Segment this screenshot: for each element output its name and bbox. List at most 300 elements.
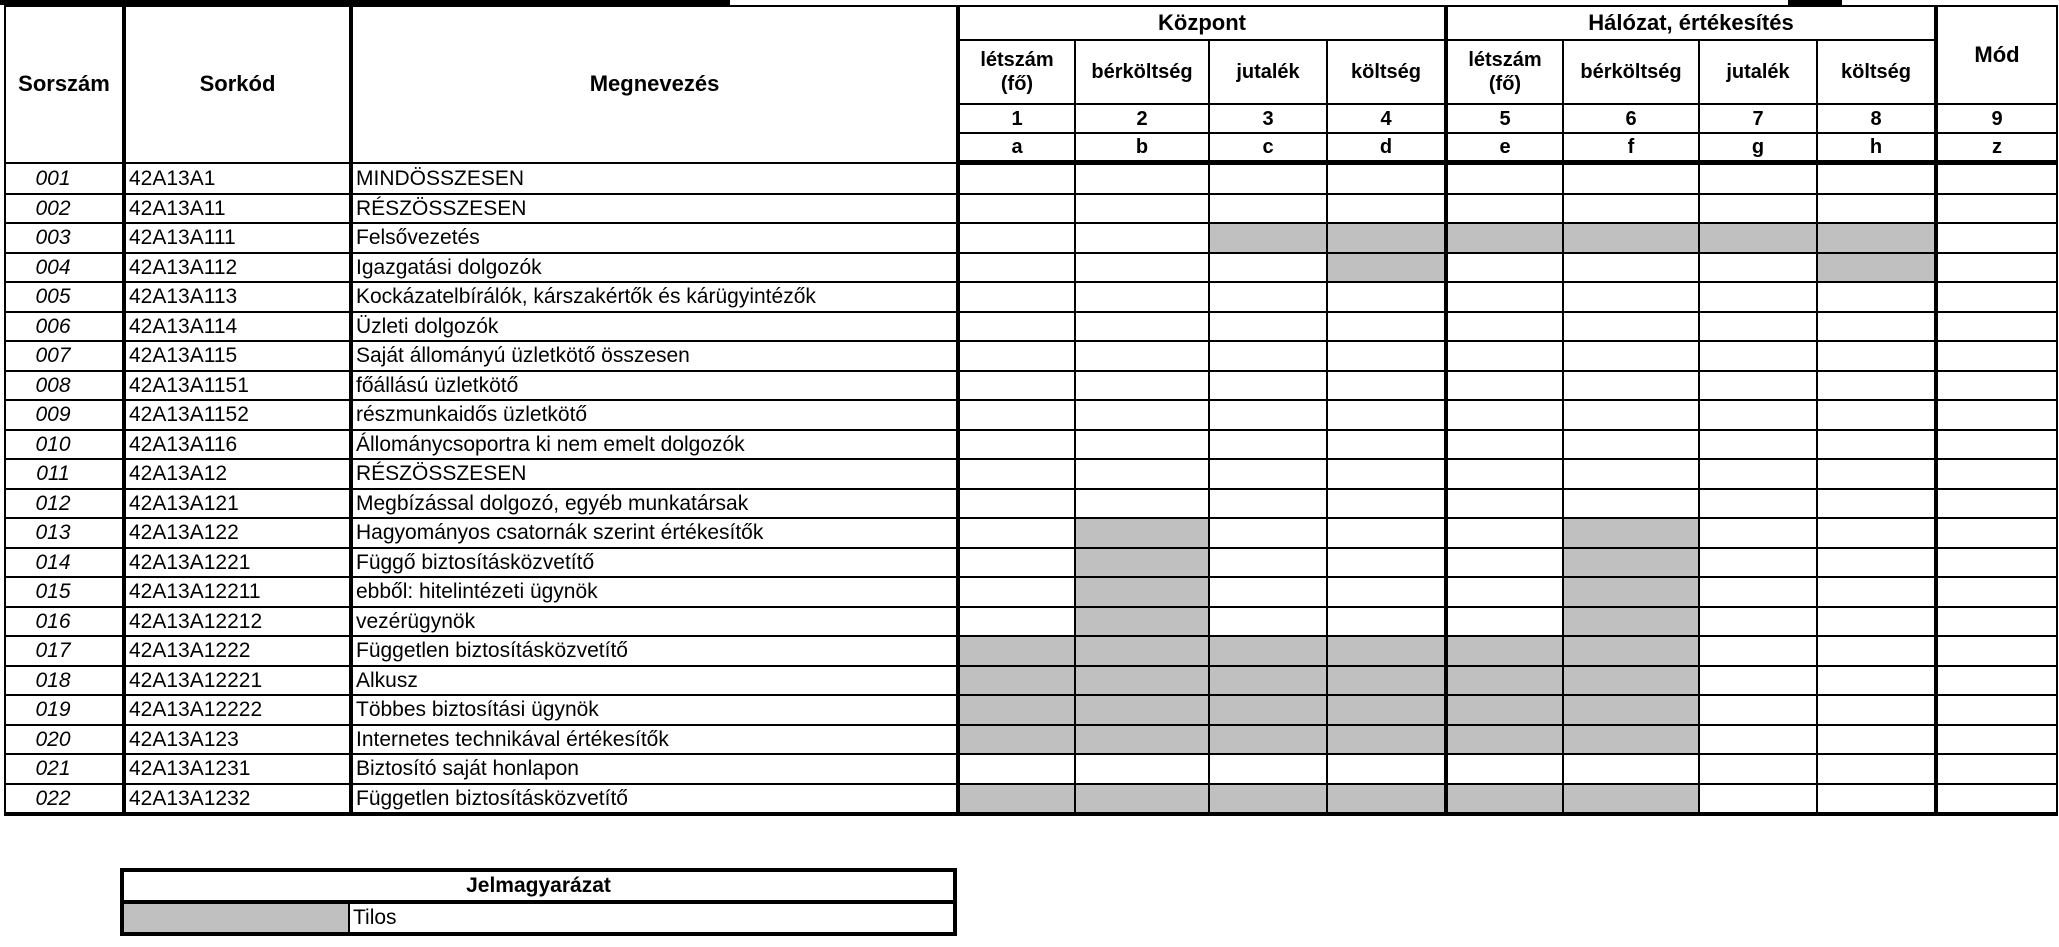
input-cell[interactable] bbox=[1563, 489, 1699, 519]
input-cell[interactable] bbox=[1699, 430, 1817, 460]
input-cell[interactable] bbox=[1699, 341, 1817, 371]
input-cell[interactable] bbox=[1209, 194, 1327, 224]
input-cell[interactable] bbox=[1209, 341, 1327, 371]
input-cell[interactable] bbox=[1327, 754, 1446, 784]
input-cell[interactable] bbox=[1075, 489, 1209, 519]
row-megnevezes: RÉSZÖSSZESEN bbox=[351, 459, 958, 489]
table-row bbox=[5, 371, 2057, 401]
column-letter-5: e bbox=[1446, 133, 1563, 163]
input-cell[interactable] bbox=[1936, 725, 2057, 755]
input-cell[interactable] bbox=[1563, 163, 1699, 194]
input-cell[interactable] bbox=[1209, 754, 1327, 784]
column-letter-9: z bbox=[1936, 133, 2057, 163]
forbidden-cell bbox=[1446, 784, 1563, 815]
input-cell[interactable] bbox=[1936, 784, 2057, 815]
column-letter-4: d bbox=[1327, 133, 1446, 163]
table-row bbox=[5, 400, 2057, 430]
input-cell[interactable] bbox=[1817, 282, 1936, 312]
input-cell[interactable] bbox=[1699, 282, 1817, 312]
row-megnevezes: Hagyományos csatornák szerint értékesítők bbox=[351, 518, 958, 548]
input-cell[interactable] bbox=[1699, 400, 1817, 430]
input-cell[interactable] bbox=[1075, 341, 1209, 371]
input-cell[interactable] bbox=[1817, 341, 1936, 371]
input-cell[interactable] bbox=[1446, 371, 1563, 401]
row-megnevezes: Üzleti dolgozók bbox=[351, 312, 958, 342]
input-cell[interactable] bbox=[1327, 341, 1446, 371]
row-sorkod: 42A13A122 bbox=[124, 518, 351, 548]
row-sorszam: 013 bbox=[5, 518, 124, 548]
input-cell[interactable] bbox=[1075, 312, 1209, 342]
row-megnevezes: ebből: hitelintézeti ügynök bbox=[351, 577, 958, 607]
forbidden-cell bbox=[1075, 666, 1209, 696]
input-cell[interactable] bbox=[958, 223, 1075, 253]
header-kozpont: Központ bbox=[958, 6, 1446, 40]
forbidden-cell bbox=[1327, 223, 1446, 253]
table-row bbox=[5, 725, 2057, 755]
input-cell[interactable] bbox=[1817, 489, 1936, 519]
input-cell[interactable] bbox=[1817, 636, 1936, 666]
forbidden-cell bbox=[1327, 253, 1446, 283]
input-cell[interactable] bbox=[1936, 666, 2057, 696]
column-number-2: 2 bbox=[1075, 104, 1209, 133]
header-megnevezes: Megnevezés bbox=[351, 6, 958, 163]
row-sorszam: 001 bbox=[5, 163, 124, 194]
forbidden-cell bbox=[1327, 695, 1446, 725]
row-sorszam: 004 bbox=[5, 253, 124, 283]
input-cell[interactable] bbox=[1075, 253, 1209, 283]
forbidden-cell bbox=[1446, 666, 1563, 696]
table-row bbox=[5, 754, 2057, 784]
row-sorkod: 42A13A116 bbox=[124, 430, 351, 460]
input-cell[interactable] bbox=[1699, 725, 1817, 755]
input-cell[interactable] bbox=[1699, 548, 1817, 578]
forbidden-cell bbox=[1075, 607, 1209, 637]
input-cell[interactable] bbox=[1936, 223, 2057, 253]
input-cell[interactable] bbox=[1563, 371, 1699, 401]
forbidden-cell bbox=[1563, 725, 1699, 755]
input-cell[interactable] bbox=[1699, 459, 1817, 489]
row-megnevezes: MINDÖSSZESEN bbox=[351, 163, 958, 194]
input-cell[interactable] bbox=[1936, 459, 2057, 489]
table-row bbox=[5, 163, 2057, 194]
input-cell[interactable] bbox=[1446, 459, 1563, 489]
input-cell[interactable] bbox=[1327, 607, 1446, 637]
forbidden-cell bbox=[1699, 223, 1817, 253]
input-cell[interactable] bbox=[958, 341, 1075, 371]
input-cell[interactable] bbox=[1446, 163, 1563, 194]
row-megnevezes: Saját állományú üzletkötő összesen bbox=[351, 341, 958, 371]
input-cell[interactable] bbox=[1936, 194, 2057, 224]
row-megnevezes: Megbízással dolgozó, egyéb munkatársak bbox=[351, 489, 958, 519]
input-cell[interactable] bbox=[1817, 725, 1936, 755]
input-cell[interactable] bbox=[1209, 459, 1327, 489]
legend-title: Jelmagyarázat bbox=[122, 870, 955, 902]
forbidden-cell bbox=[958, 666, 1075, 696]
legend-table bbox=[120, 868, 957, 936]
forbidden-cell bbox=[958, 725, 1075, 755]
input-cell[interactable] bbox=[958, 312, 1075, 342]
input-cell[interactable] bbox=[1699, 253, 1817, 283]
forbidden-cell bbox=[1209, 725, 1327, 755]
row-sorkod: 42A13A12211 bbox=[124, 577, 351, 607]
forbidden-cell bbox=[1563, 577, 1699, 607]
input-cell[interactable] bbox=[1327, 577, 1446, 607]
forbidden-cell bbox=[958, 784, 1075, 815]
input-cell[interactable] bbox=[958, 607, 1075, 637]
forbidden-cell bbox=[1563, 636, 1699, 666]
table-row bbox=[5, 666, 2057, 696]
input-cell[interactable] bbox=[1699, 518, 1817, 548]
input-cell[interactable] bbox=[1209, 518, 1327, 548]
forbidden-cell bbox=[1075, 636, 1209, 666]
row-sorszam: 005 bbox=[5, 282, 124, 312]
input-cell[interactable] bbox=[1817, 548, 1936, 578]
input-cell[interactable] bbox=[1327, 400, 1446, 430]
header-sorkod: Sorkód bbox=[124, 6, 351, 163]
input-cell[interactable] bbox=[1446, 489, 1563, 519]
forbidden-cell bbox=[1075, 725, 1209, 755]
row-megnevezes: Független biztosításközvetítő bbox=[351, 636, 958, 666]
data-table bbox=[4, 5, 2058, 816]
row-sorkod: 42A13A112 bbox=[124, 253, 351, 283]
input-cell[interactable] bbox=[1817, 666, 1936, 696]
column-number-1: 1 bbox=[958, 104, 1075, 133]
input-cell[interactable] bbox=[1936, 548, 2057, 578]
table-row bbox=[5, 784, 2057, 815]
input-cell[interactable] bbox=[1699, 312, 1817, 342]
column-header-8: költség bbox=[1817, 40, 1936, 104]
input-cell[interactable] bbox=[1446, 577, 1563, 607]
row-megnevezes: Felsővezetés bbox=[351, 223, 958, 253]
input-cell[interactable] bbox=[1327, 518, 1446, 548]
input-cell[interactable] bbox=[1936, 518, 2057, 548]
input-cell[interactable] bbox=[958, 430, 1075, 460]
row-sorszam: 016 bbox=[5, 607, 124, 637]
row-sorszam: 015 bbox=[5, 577, 124, 607]
header-halozat: Hálózat, értékesítés bbox=[1446, 6, 1936, 40]
input-cell[interactable] bbox=[1327, 163, 1446, 194]
forbidden-cell bbox=[1817, 223, 1936, 253]
input-cell[interactable] bbox=[1446, 548, 1563, 578]
input-cell[interactable] bbox=[958, 282, 1075, 312]
input-cell[interactable] bbox=[1446, 430, 1563, 460]
input-cell[interactable] bbox=[1327, 371, 1446, 401]
input-cell[interactable] bbox=[1699, 577, 1817, 607]
input-cell[interactable] bbox=[1075, 754, 1209, 784]
input-cell[interactable] bbox=[1563, 754, 1699, 784]
input-cell[interactable] bbox=[1446, 194, 1563, 224]
input-cell[interactable] bbox=[1936, 577, 2057, 607]
input-cell[interactable] bbox=[1075, 459, 1209, 489]
row-sorkod: 42A13A12212 bbox=[124, 607, 351, 637]
row-sorkod: 42A13A12221 bbox=[124, 666, 351, 696]
input-cell[interactable] bbox=[958, 163, 1075, 194]
input-cell[interactable] bbox=[1075, 371, 1209, 401]
row-megnevezes: Internetes technikával értékesítők bbox=[351, 725, 958, 755]
header-mod: Mód bbox=[1936, 6, 2057, 104]
forbidden-cell bbox=[1209, 666, 1327, 696]
input-cell[interactable] bbox=[1446, 518, 1563, 548]
forbidden-cell bbox=[1563, 784, 1699, 815]
row-sorszam: 021 bbox=[5, 754, 124, 784]
forbidden-cell bbox=[1075, 577, 1209, 607]
input-cell[interactable] bbox=[1699, 371, 1817, 401]
forbidden-cell bbox=[1563, 607, 1699, 637]
input-cell[interactable] bbox=[1817, 371, 1936, 401]
column-number-6: 6 bbox=[1563, 104, 1699, 133]
row-sorszam: 003 bbox=[5, 223, 124, 253]
input-cell[interactable] bbox=[1699, 754, 1817, 784]
input-cell[interactable] bbox=[1075, 282, 1209, 312]
row-megnevezes: Többes biztosítási ügynök bbox=[351, 695, 958, 725]
table-row bbox=[5, 282, 2057, 312]
row-sorkod: 42A13A11 bbox=[124, 194, 351, 224]
input-cell[interactable] bbox=[1075, 163, 1209, 194]
row-megnevezes: Független biztosításközvetítő bbox=[351, 784, 958, 815]
forbidden-cell bbox=[1327, 636, 1446, 666]
input-cell[interactable] bbox=[1817, 577, 1936, 607]
table-row bbox=[5, 636, 2057, 666]
input-cell[interactable] bbox=[1936, 341, 2057, 371]
input-cell[interactable] bbox=[1209, 282, 1327, 312]
input-cell[interactable] bbox=[1817, 400, 1936, 430]
input-cell[interactable] bbox=[1817, 518, 1936, 548]
input-cell[interactable] bbox=[1209, 253, 1327, 283]
row-sorszam: 006 bbox=[5, 312, 124, 342]
row-sorkod: 42A13A1151 bbox=[124, 371, 351, 401]
input-cell[interactable] bbox=[1936, 400, 2057, 430]
forbidden-cell bbox=[1327, 784, 1446, 815]
table-row bbox=[5, 518, 2057, 548]
input-cell[interactable] bbox=[1563, 459, 1699, 489]
row-sorkod: 42A13A1222 bbox=[124, 636, 351, 666]
row-megnevezes: Kockázatelbírálók, kárszakértők és kárügyintézők bbox=[351, 282, 958, 312]
input-cell[interactable] bbox=[1209, 400, 1327, 430]
input-cell[interactable] bbox=[1446, 400, 1563, 430]
input-cell[interactable] bbox=[1936, 489, 2057, 519]
input-cell[interactable] bbox=[958, 371, 1075, 401]
row-sorkod: 42A13A121 bbox=[124, 489, 351, 519]
input-cell[interactable] bbox=[958, 400, 1075, 430]
column-header-3: jutalék bbox=[1209, 40, 1327, 104]
input-cell[interactable] bbox=[1563, 282, 1699, 312]
input-cell[interactable] bbox=[1936, 312, 2057, 342]
input-cell[interactable] bbox=[1209, 163, 1327, 194]
input-cell[interactable] bbox=[1817, 695, 1936, 725]
table-row bbox=[5, 341, 2057, 371]
input-cell[interactable] bbox=[1327, 430, 1446, 460]
input-cell[interactable] bbox=[1699, 607, 1817, 637]
input-cell[interactable] bbox=[1209, 607, 1327, 637]
input-cell[interactable] bbox=[1817, 607, 1936, 637]
input-cell[interactable] bbox=[1446, 754, 1563, 784]
input-cell[interactable] bbox=[1327, 282, 1446, 312]
input-cell[interactable] bbox=[1936, 282, 2057, 312]
row-megnevezes: Alkusz bbox=[351, 666, 958, 696]
row-sorszam: 008 bbox=[5, 371, 124, 401]
table-row bbox=[5, 194, 2057, 224]
row-sorkod: 42A13A1 bbox=[124, 163, 351, 194]
input-cell[interactable] bbox=[1209, 489, 1327, 519]
input-cell[interactable] bbox=[1327, 459, 1446, 489]
column-header-7: jutalék bbox=[1699, 40, 1817, 104]
column-header-4: költség bbox=[1327, 40, 1446, 104]
column-header-2: bérköltség bbox=[1075, 40, 1209, 104]
input-cell[interactable] bbox=[1327, 548, 1446, 578]
input-cell[interactable] bbox=[1075, 194, 1209, 224]
forbidden-cell bbox=[1327, 666, 1446, 696]
table-row bbox=[5, 489, 2057, 519]
input-cell[interactable] bbox=[958, 518, 1075, 548]
row-sorkod: 42A13A1221 bbox=[124, 548, 351, 578]
row-sorszam: 018 bbox=[5, 666, 124, 696]
legend-label-forbidden: Tilos bbox=[349, 902, 955, 934]
input-cell[interactable] bbox=[958, 253, 1075, 283]
input-cell[interactable] bbox=[1817, 312, 1936, 342]
row-sorszam: 011 bbox=[5, 459, 124, 489]
input-cell[interactable] bbox=[958, 577, 1075, 607]
row-megnevezes: RÉSZÖSSZESEN bbox=[351, 194, 958, 224]
input-cell[interactable] bbox=[1563, 194, 1699, 224]
forbidden-cell bbox=[1817, 253, 1936, 283]
input-cell[interactable] bbox=[1699, 695, 1817, 725]
column-number-3: 3 bbox=[1209, 104, 1327, 133]
row-sorkod: 42A13A114 bbox=[124, 312, 351, 342]
input-cell[interactable] bbox=[1936, 754, 2057, 784]
input-cell[interactable] bbox=[1209, 371, 1327, 401]
table-row bbox=[5, 548, 2057, 578]
legend-swatch-forbidden bbox=[122, 902, 349, 934]
input-cell[interactable] bbox=[1563, 430, 1699, 460]
row-megnevezes: Igazgatási dolgozók bbox=[351, 253, 958, 283]
input-cell[interactable] bbox=[1446, 341, 1563, 371]
input-cell[interactable] bbox=[958, 489, 1075, 519]
input-cell[interactable] bbox=[1209, 548, 1327, 578]
input-cell[interactable] bbox=[1446, 282, 1563, 312]
input-cell[interactable] bbox=[1817, 784, 1936, 815]
row-megnevezes: Függő biztosításközvetítő bbox=[351, 548, 958, 578]
row-sorkod: 42A13A1152 bbox=[124, 400, 351, 430]
input-cell[interactable] bbox=[958, 194, 1075, 224]
forbidden-cell bbox=[1075, 548, 1209, 578]
input-cell[interactable] bbox=[1075, 223, 1209, 253]
input-cell[interactable] bbox=[958, 754, 1075, 784]
input-cell[interactable] bbox=[1936, 695, 2057, 725]
forbidden-cell bbox=[1327, 725, 1446, 755]
input-cell[interactable] bbox=[1699, 666, 1817, 696]
input-cell[interactable] bbox=[1209, 430, 1327, 460]
row-sorkod: 42A13A1232 bbox=[124, 784, 351, 815]
input-cell[interactable] bbox=[1075, 400, 1209, 430]
row-sorszam: 012 bbox=[5, 489, 124, 519]
input-cell[interactable] bbox=[1699, 784, 1817, 815]
input-cell[interactable] bbox=[958, 548, 1075, 578]
input-cell[interactable] bbox=[1327, 312, 1446, 342]
column-letter-2: b bbox=[1075, 133, 1209, 163]
table-row bbox=[5, 607, 2057, 637]
input-cell[interactable] bbox=[1817, 163, 1936, 194]
input-cell[interactable] bbox=[1075, 430, 1209, 460]
column-number-9: 9 bbox=[1936, 104, 2057, 133]
column-letter-8: h bbox=[1817, 133, 1936, 163]
table-row bbox=[5, 430, 2057, 460]
forbidden-cell bbox=[1563, 518, 1699, 548]
forbidden-cell bbox=[1563, 695, 1699, 725]
table-row bbox=[5, 312, 2057, 342]
table-row bbox=[5, 577, 2057, 607]
forbidden-cell bbox=[1075, 518, 1209, 548]
input-cell[interactable] bbox=[1209, 312, 1327, 342]
input-cell[interactable] bbox=[1936, 371, 2057, 401]
forbidden-cell bbox=[1075, 784, 1209, 815]
row-sorszam: 007 bbox=[5, 341, 124, 371]
row-megnevezes: vezérügynök bbox=[351, 607, 958, 637]
input-cell[interactable] bbox=[1817, 194, 1936, 224]
table-row bbox=[5, 459, 2057, 489]
input-cell[interactable] bbox=[1699, 636, 1817, 666]
input-cell[interactable] bbox=[1327, 194, 1446, 224]
forbidden-cell bbox=[958, 695, 1075, 725]
forbidden-cell bbox=[1209, 636, 1327, 666]
input-cell[interactable] bbox=[1563, 341, 1699, 371]
input-cell[interactable] bbox=[1327, 489, 1446, 519]
forbidden-cell bbox=[1563, 666, 1699, 696]
input-cell[interactable] bbox=[1699, 489, 1817, 519]
row-sorszam: 020 bbox=[5, 725, 124, 755]
row-sorkod: 42A13A12 bbox=[124, 459, 351, 489]
forbidden-cell bbox=[1563, 548, 1699, 578]
forbidden-cell bbox=[1563, 223, 1699, 253]
row-sorszam: 014 bbox=[5, 548, 124, 578]
column-header-1: létszám (fő) bbox=[958, 40, 1075, 104]
input-cell[interactable] bbox=[1699, 163, 1817, 194]
row-sorszam: 022 bbox=[5, 784, 124, 815]
input-cell[interactable] bbox=[1563, 312, 1699, 342]
input-cell[interactable] bbox=[1817, 459, 1936, 489]
forbidden-cell bbox=[958, 636, 1075, 666]
input-cell[interactable] bbox=[1446, 607, 1563, 637]
input-cell[interactable] bbox=[1817, 754, 1936, 784]
input-cell[interactable] bbox=[1209, 577, 1327, 607]
forbidden-cell bbox=[1446, 695, 1563, 725]
row-sorszam: 010 bbox=[5, 430, 124, 460]
row-sorszam: 019 bbox=[5, 695, 124, 725]
input-cell[interactable] bbox=[958, 459, 1075, 489]
input-cell[interactable] bbox=[1936, 636, 2057, 666]
input-cell[interactable] bbox=[1446, 312, 1563, 342]
input-cell[interactable] bbox=[1699, 194, 1817, 224]
row-sorkod: 42A13A113 bbox=[124, 282, 351, 312]
input-cell[interactable] bbox=[1446, 253, 1563, 283]
row-sorkod: 42A13A1231 bbox=[124, 754, 351, 784]
input-cell[interactable] bbox=[1563, 400, 1699, 430]
input-cell[interactable] bbox=[1936, 253, 2057, 283]
row-megnevezes: Állománycsoportra ki nem emelt dolgozók bbox=[351, 430, 958, 460]
row-sorszam: 009 bbox=[5, 400, 124, 430]
table-row bbox=[5, 253, 2057, 283]
column-number-5: 5 bbox=[1446, 104, 1563, 133]
forbidden-cell bbox=[1446, 223, 1563, 253]
input-cell[interactable] bbox=[1563, 253, 1699, 283]
input-cell[interactable] bbox=[1936, 430, 2057, 460]
input-cell[interactable] bbox=[1936, 163, 2057, 194]
input-cell[interactable] bbox=[1817, 430, 1936, 460]
column-header-5: létszám (fő) bbox=[1446, 40, 1563, 104]
row-sorszam: 002 bbox=[5, 194, 124, 224]
row-sorszam: 017 bbox=[5, 636, 124, 666]
input-cell[interactable] bbox=[1936, 607, 2057, 637]
table-row bbox=[5, 223, 2057, 253]
